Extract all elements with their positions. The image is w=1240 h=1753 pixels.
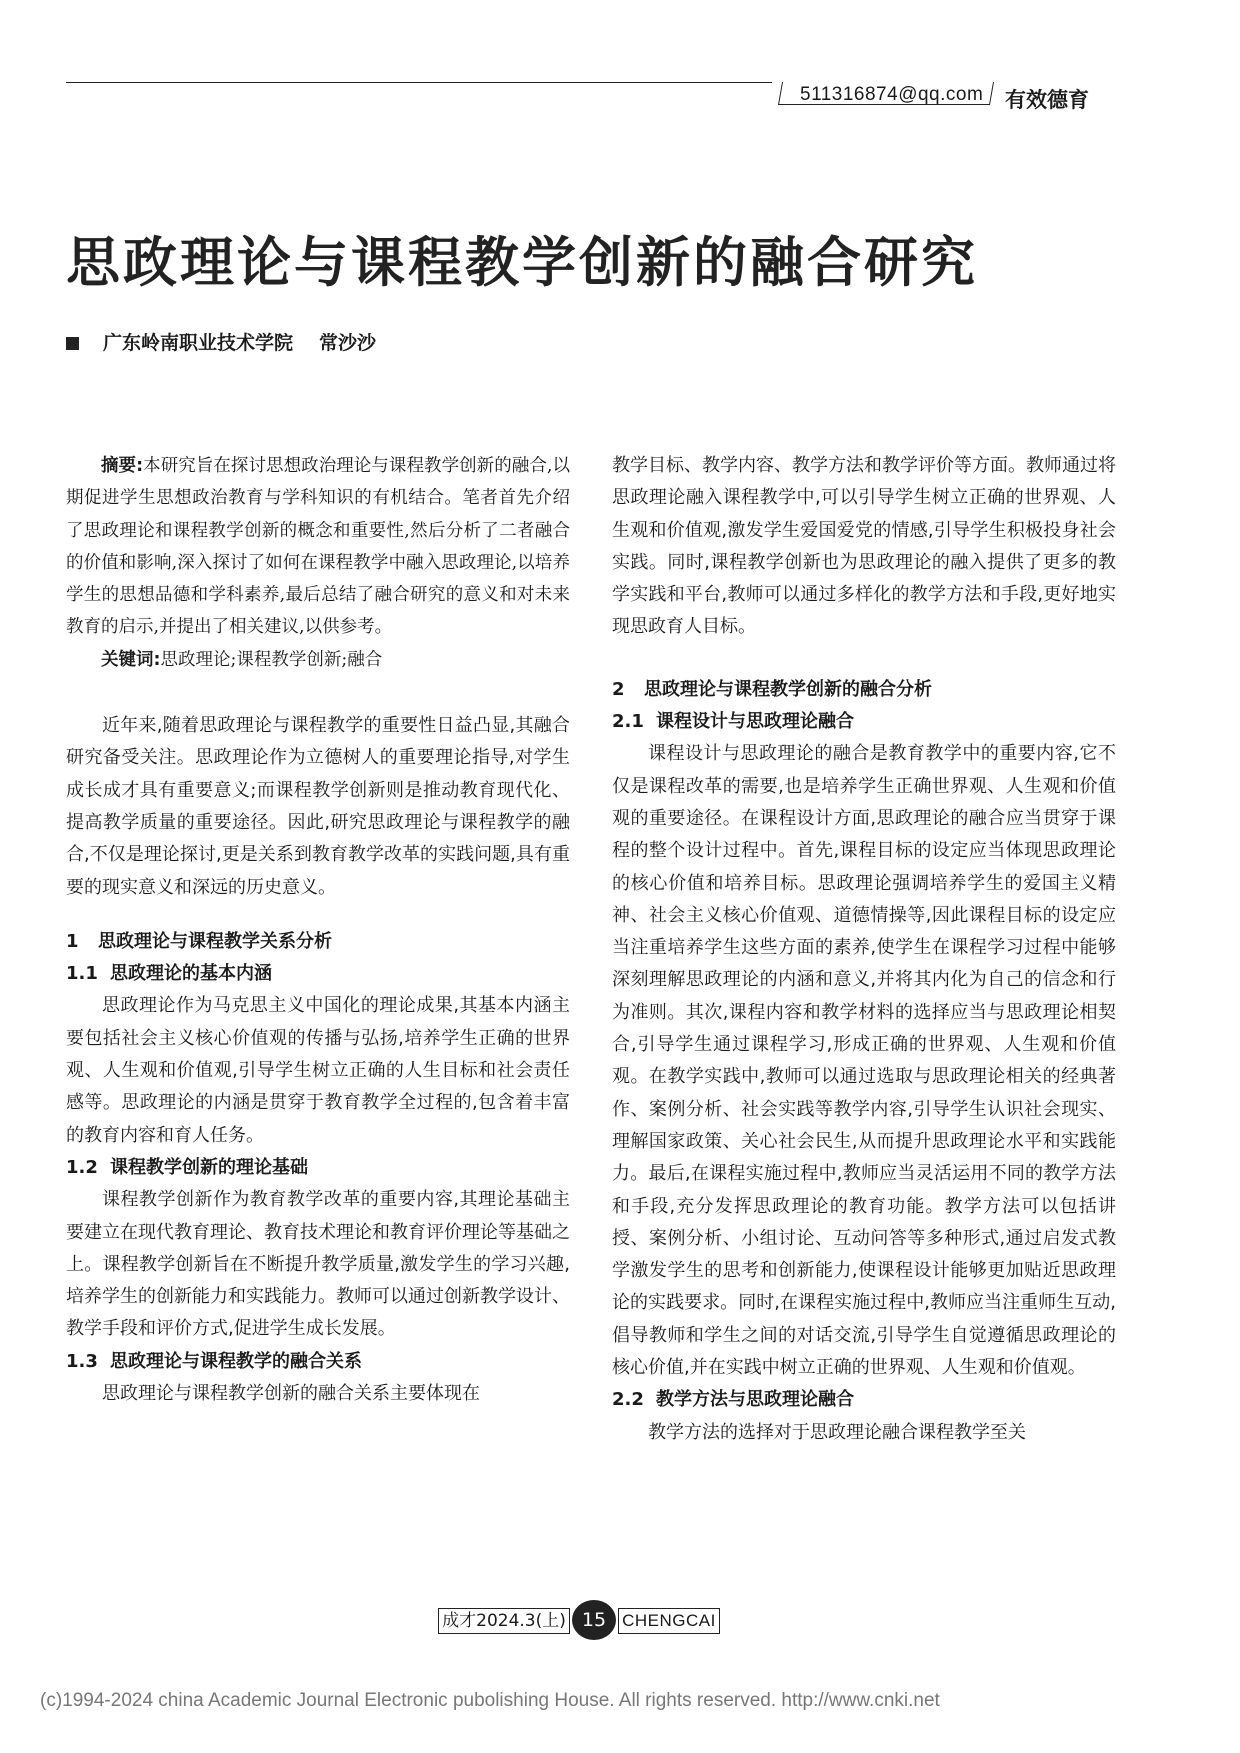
section-1-2-heading: 1.2 课程教学创新的理论基础: [66, 1156, 308, 1178]
bullet-square-icon: [66, 337, 79, 350]
section-1-1-text: 思政理论作为马克思主义中国化的理论成果,其基本内涵主要包括社会主义核心价值观的传播与弘扬,培养学生正确的世界观、人生观和价值观,引导学生树立正确的人生目标和社会责任感等。思政理论的内涵是贯穿于教育教学全过程的,包含着丰富的教育内容和育人任务。: [66, 995, 570, 1146]
left-column: [66, 450, 570, 1410]
section-2-1-text: 课程设计与思政理论的融合是教育教学中的重要内容,它不仅是课程改革的需要,也是培养学生正确世界观、人生观和价值观的重要途径。在课程设计方面,思政理论的融合应当贯穿于课程的整个设计过程中。首先,课程目标的设定应当体现思政理论的核心价值和培养目标。思政理论强调培养学生的爱国主义精神、社会主义核心价值观、道德情操等,因此课程目标的设定应当注重培养学生这些方面的素养,使学生在课程学习过程中能够深刻理解思政理论的内涵和意义,并将其内化为自己的信念和行为准则。其次,课程内容和教学材料的选择应当与思政理论相契合,引导学生通过课程学习,形成正确的世界观、人生观和价值观。在教学实践中,教师可以通过选取与思政理论相关的经典著作、案例分析、社会实践等教学内容,引导学生认识社会现实、理解国家政策、关心社会民生,从而提升思政理论水平和实践能力。最后,在课程实施过程中,教师应当灵活运用不同的教学方法和手段,充分发挥思政理论的教育功能。教学方法可以包括讲授、案例分析、小组讨论、互动问答等多种形式,通过启发式教学激发学生的思考和创新能力,使课程设计能够更加贴近思政理论的实践要求。同时,在课程实施过程中,教师应当注重师生互动,倡导教师和学生之间的对话交流,引导学生自觉遵循思政理论的核心价值,并在实践中树立正确的世界观、人生观和价值观。: [612, 743, 1116, 1379]
section-2-heading: 2 思政理论与课程教学创新的融合分析: [612, 678, 932, 700]
footer-journal: CHENGCAI: [618, 1608, 720, 1634]
keywords: 关键词:思政理论;课程教学创新;融合: [101, 649, 383, 670]
intro-paragraph: 近年来,随着思政理论与课程教学的重要性日益凸显,其融合研究备受关注。思政理论作为立德树人的重要理论指导,对学生成长成才具有重要意义;而课程教学创新则是推动教育现代化、提高教学质量的重要途径。因此,研究思政理论与课程教学的融合,不仅是理论探讨,更是关系到教育教学改革的实践问题,具有重要的现实意义和深远的历史意义。: [66, 715, 570, 898]
right-column: [612, 450, 1116, 1449]
section-2-1-heading: 2.1 课程设计与思政理论融合: [612, 711, 854, 733]
section-1-2-text: 课程教学创新作为教育教学改革的重要内容,其理论基础主要建立在现代教育理论、教育技术理论和教育评价理论等基础之上。课程教学创新旨在不断提升教学质量,激发学生的学习兴趣,培养学生的创新能力和实践能力。教师可以通过创新教学设计、教学手段和评价方式,促进学生成长发展。: [66, 1189, 570, 1340]
header-email: 511316874@qq.com: [800, 84, 984, 105]
abstract: 摘要:本研究旨在探讨思想政治理论与课程教学创新的融合,以期促进学生思想政治教育与学科知识的有机结合。笔者首先介绍了思政理论和课程教学创新的概念和重要性,然后分析了二者融合的价值和影响,深入探讨了如何在课程教学中融入思政理论,以培养学生的思想品德和学科素养,最后总结了融合研究的意义和对未来教育的启示,并提出了相关建议,以供参考。: [66, 456, 571, 638]
section-2-2-text: 教学方法的选择对于思政理论融合课程教学至关: [648, 1421, 1026, 1443]
section-1-heading: 1 思政理论与课程教学关系分析: [66, 930, 332, 952]
article-title: 思政理论与课程教学创新的融合研究: [66, 231, 978, 294]
page-number: 15: [572, 1600, 616, 1640]
institution: 广东岭南职业技术学院: [103, 332, 294, 354]
section-1-3-text: 思政理论与课程教学创新的融合关系主要体现在: [102, 1383, 480, 1405]
footer-issue: 成才2024.3(上): [438, 1608, 570, 1634]
author: 常沙沙: [319, 332, 377, 354]
header-rule: [66, 82, 772, 83]
affiliation: [66, 328, 376, 355]
section-1-3-heading: 1.3 思政理论与课程教学的融合关系: [66, 1350, 362, 1372]
copyright-notice: (c)1994-2024 china Academic Journal Electronic pubolishing House. All rights reserved. http://www.cnki.net: [40, 1690, 940, 1711]
continued-paragraph: 教学目标、教学内容、教学方法和教学评价等方面。教师通过将思政理论融入课程教学中,可以引导学生树立正确的世界观、人生观和价值观,激发学生爱国爱党的情感,引导学生积极投身社会实践。同时,课程教学创新也为思政理论的融入提供了更多的教学实践和平台,教师可以通过多样化的教学方法和手段,更好地实现思政育人目标。: [612, 455, 1116, 638]
header-column-name: 有效德育: [1005, 87, 1089, 112]
section-2-2-heading: 2.2 教学方法与思政理论融合: [612, 1389, 854, 1411]
section-1-1-heading: 1.1 思政理论的基本内涵: [66, 963, 272, 985]
